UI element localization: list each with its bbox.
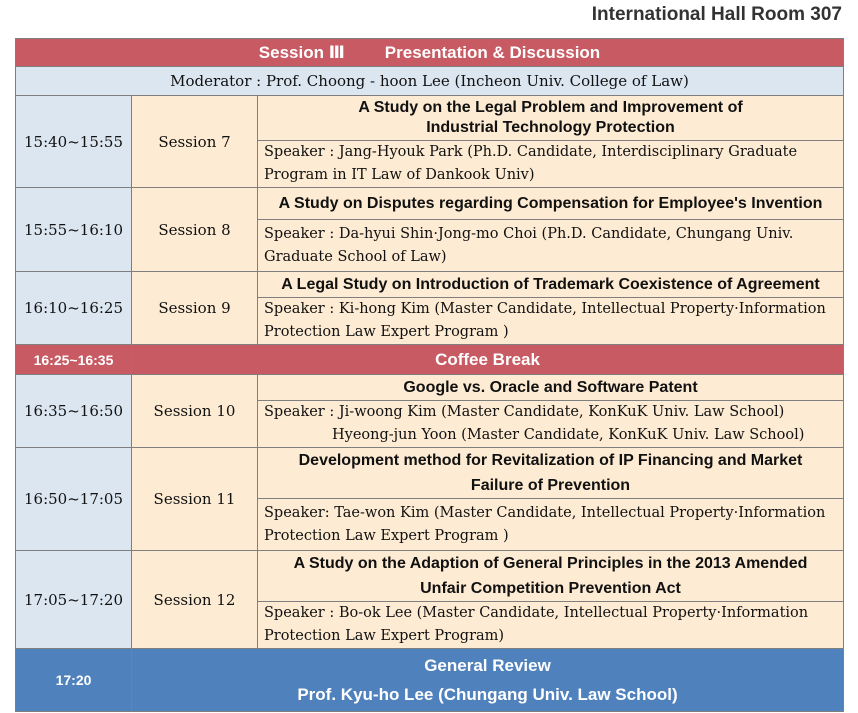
moderator-row [16, 67, 844, 96]
table-row [16, 551, 844, 602]
moderator: Moderator : Prof. Choong - hoon Lee (Incheon Univ. College of Law) [16, 67, 844, 96]
time-cell: 17:05~17:20 [16, 551, 132, 649]
coffee-break-label: Coffee Break [132, 345, 844, 375]
time-cell: 16:50~17:05 [16, 448, 132, 551]
speaker-cell: Speaker : Ji-woong Kim (Master Candidate, KonKuK Univ. Law School) Hyeong-jun Yoon (Master Candidate, KonKuK Univ. Law School) [258, 401, 844, 448]
general-review-title: General Review [424, 656, 551, 675]
speaker-cell: Speaker : Bo-ok Lee (Master Candidate, Intellectual Property·Information Protection Law Expert Program) [258, 602, 844, 649]
general-review [132, 649, 844, 712]
session-cell: Session 12 [132, 551, 258, 649]
speaker-cell: Speaker : Jang-Hyouk Park (Ph.D. Candidate, Interdisciplinary Graduate Program in IT Law of Dankook Univ) [258, 141, 844, 188]
speaker-cell: Speaker: Tae-won Kim (Master Candidate, Intellectual Property·Information Protection Law Expert Program ) [258, 499, 844, 551]
session-cell: Session 8 [132, 188, 258, 272]
talk-title: Google vs. Oracle and Software Patent [258, 375, 844, 401]
time-cell: 16:35~16:50 [16, 375, 132, 448]
table-row [16, 96, 844, 141]
table-row [16, 448, 844, 499]
general-review-speaker: Prof. Kyu-ho Lee (Chungang Univ. Law School) [297, 685, 678, 704]
talk-title: A Study on the Adaption of General Principles in the 2013 Amended Unfair Competition Prevention Act [258, 551, 844, 602]
session-cell: Session 7 [132, 96, 258, 188]
speaker-cell: Speaker : Ki-hong Kim (Master Candidate, Intellectual Property·Information Protection Law Expert Program ) [258, 298, 844, 345]
general-review-time: 17:20 [16, 649, 132, 712]
table-row [16, 375, 844, 401]
session-cell: Session 10 [132, 375, 258, 448]
coffee-break-time: 16:25~16:35 [16, 345, 132, 375]
time-cell: 15:55~16:10 [16, 188, 132, 272]
session-title: Presentation & Discussion [384, 42, 601, 62]
general-review-row [16, 649, 844, 712]
table-row [16, 188, 844, 220]
time-cell: 15:40~15:55 [16, 96, 132, 188]
speaker-cell: Speaker : Da-hyui Shin·Jong-mo Choi (Ph.D. Candidate, Chungang Univ. Graduate School of Law) [258, 220, 844, 272]
session-header [16, 39, 844, 67]
talk-title: Development method for Revitalization of IP Financing and Market Failure of Prevention [258, 448, 844, 499]
time-cell: 16:10~16:25 [16, 272, 132, 345]
session-cell: Session 9 [132, 272, 258, 345]
coffee-break-row [16, 345, 844, 375]
talk-title: A Study on Disputes regarding Compensation for Employee's Invention [258, 188, 844, 220]
talk-title: A Study on the Legal Problem and Improvement of Industrial Technology Protection [258, 96, 844, 141]
session-number: Session Ⅲ [258, 42, 345, 62]
session-cell: Session 11 [132, 448, 258, 551]
program-table [15, 38, 844, 712]
talk-title: A Legal Study on Introduction of Trademark Coexistence of Agreement [258, 272, 844, 298]
table-row [16, 272, 844, 298]
session-header-row [16, 39, 844, 67]
room-label: International Hall Room 307 [591, 4, 842, 25]
